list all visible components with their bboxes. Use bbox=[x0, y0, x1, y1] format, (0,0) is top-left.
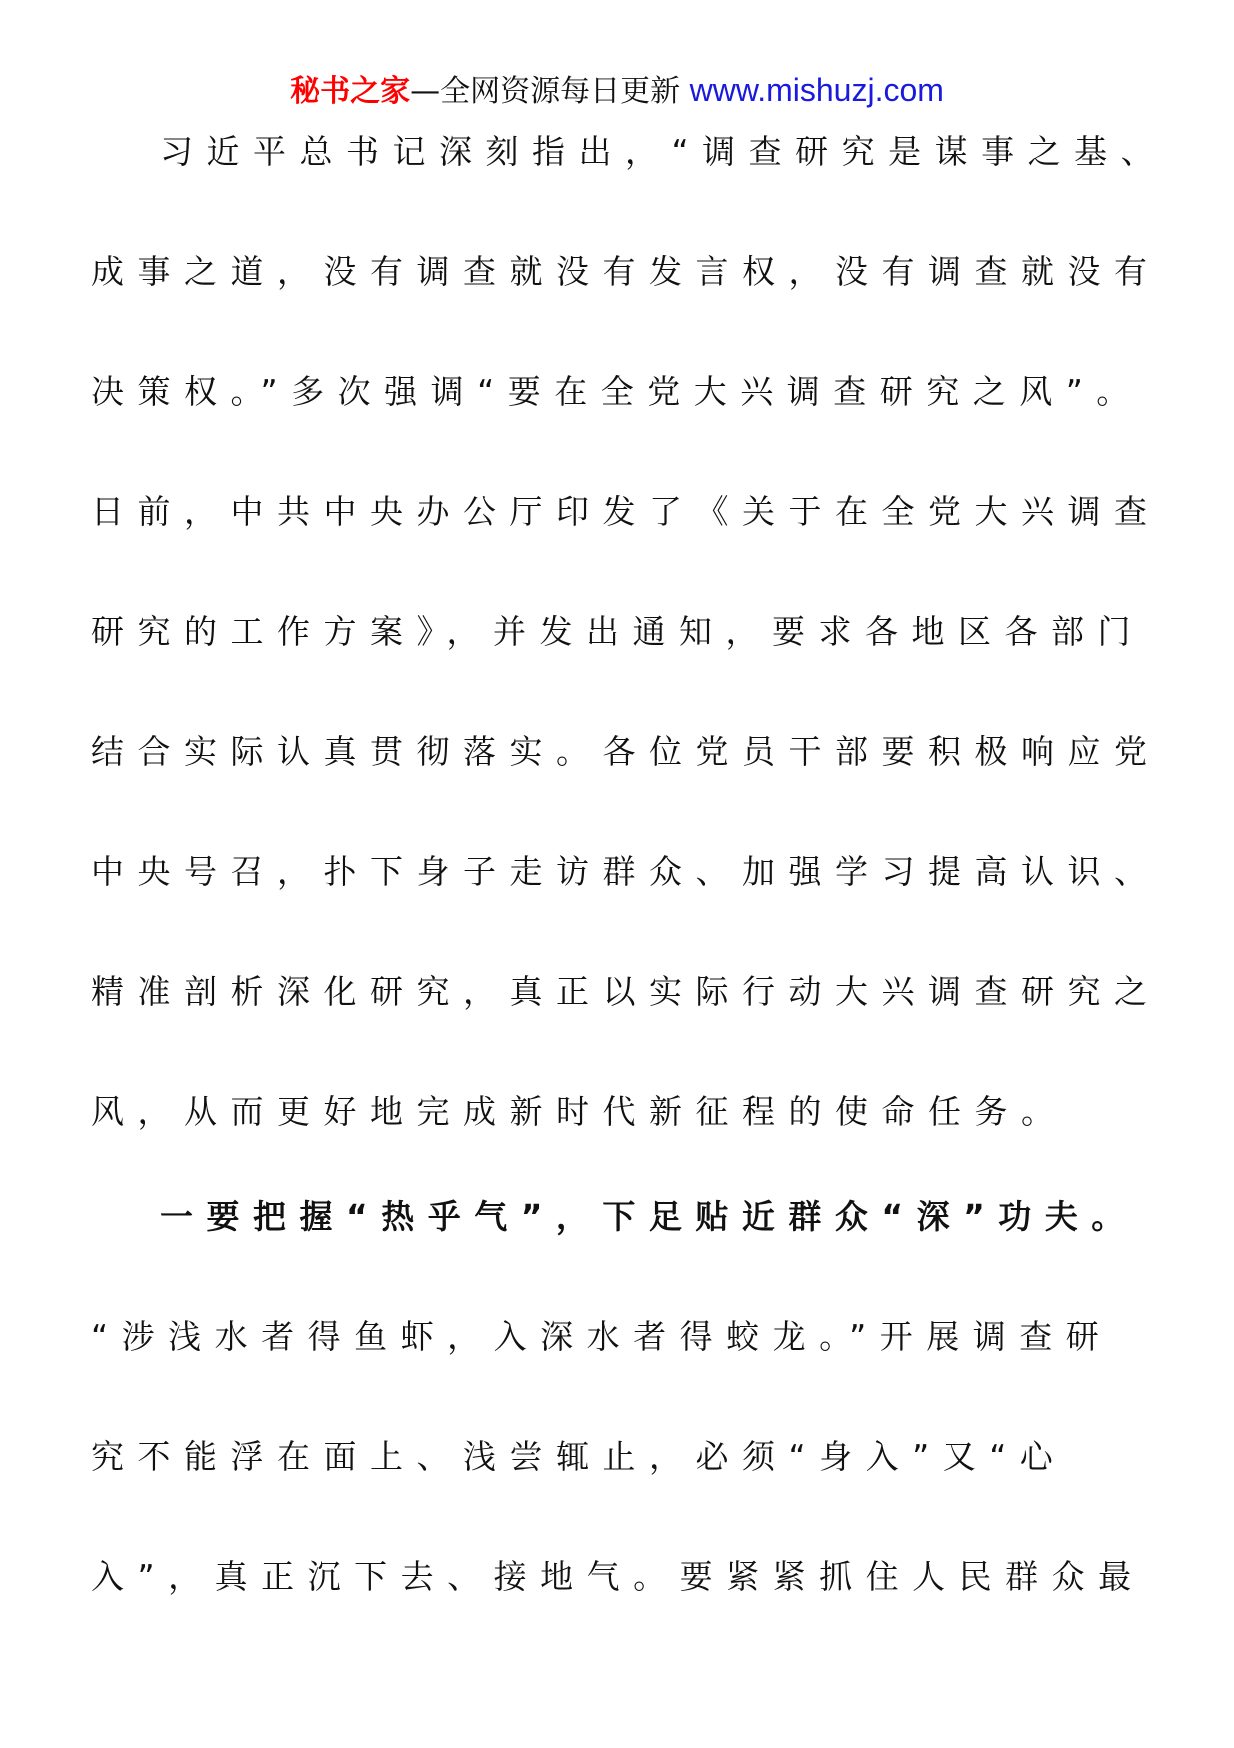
body-line-4: 日前，中共中央办公厅印发了《关于在全党大兴调查 bbox=[91, 492, 1161, 531]
body-line-3: 决策权。”多次强调“要在全党大兴调查研究之风”。 bbox=[91, 372, 1143, 411]
header-url-link[interactable]: www.mishuzj.com bbox=[689, 72, 944, 108]
body-line-5: 研究的工作方案》，并发出通知，要求各地区各部门 bbox=[91, 612, 1144, 651]
body-line-7: 中央号召，扑下身子走访群众、加强学习提高认识、 bbox=[91, 852, 1161, 891]
body-line-13: 入”，真正沉下去、接地气。要紧紧抓住人民群众最 bbox=[91, 1557, 1145, 1596]
body-line-1: 习近平总书记深刻指出，“调查研究是谋事之基、 bbox=[160, 132, 1168, 171]
body-line-6: 结合实际认真贯彻落实。各位党员干部要积极响应党 bbox=[91, 732, 1161, 771]
body-line-11: “涉浅水者得鱼虾，入深水者得蛟龙。”开展调查研 bbox=[91, 1317, 1113, 1356]
section-heading: 一要把握“热乎气”，下足贴近群众“深”功夫。 bbox=[160, 1197, 1138, 1236]
header-brand: 秘书之家 bbox=[290, 74, 411, 109]
body-line-2: 成事之道，没有调查就没有发言权，没有调查就没有 bbox=[91, 252, 1161, 291]
body-line-8: 精准剖析深化研究，真正以实际行动大兴调查研究之 bbox=[91, 972, 1161, 1011]
page-header bbox=[0, 70, 1234, 112]
header-tagline: —全网资源每日更新 bbox=[410, 74, 690, 109]
body-line-9: 风，从而更好地完成新时代新征程的使命任务。 bbox=[91, 1092, 1068, 1131]
body-line-12: 究不能浮在面上、浅尝辄止，必须“身入”又“心 bbox=[91, 1437, 1067, 1476]
